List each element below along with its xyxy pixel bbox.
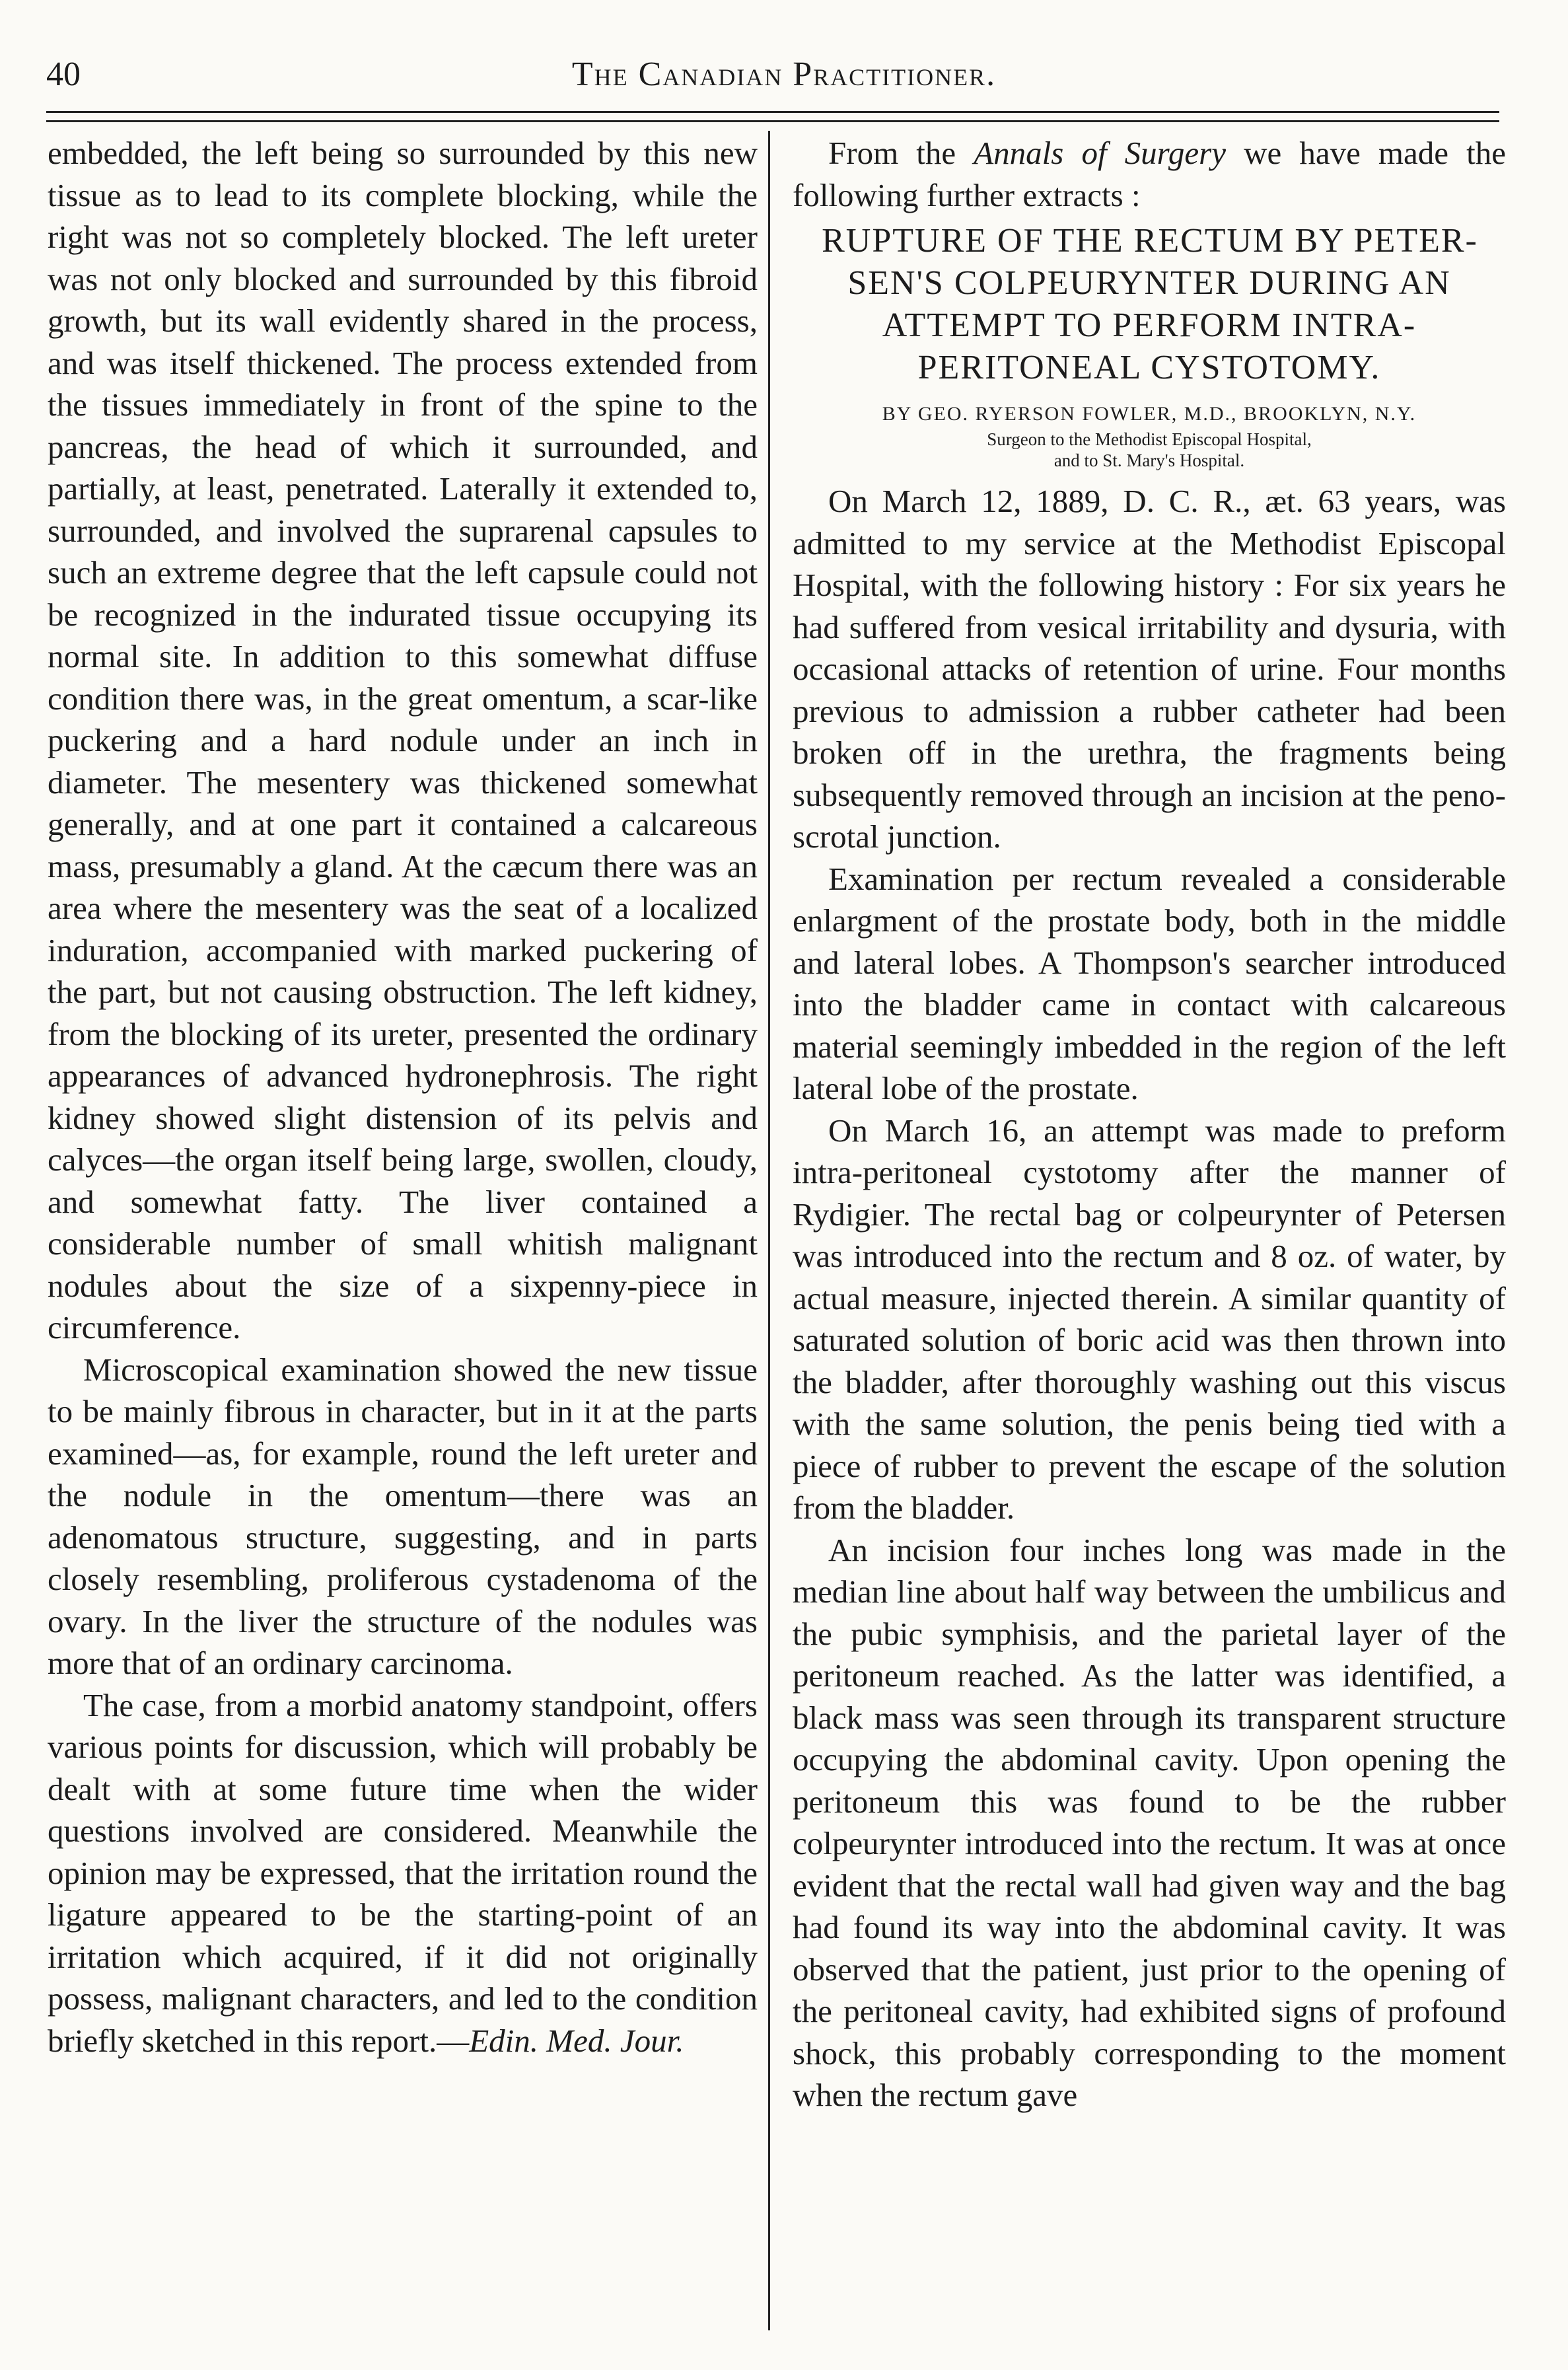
page-number: 40 [46,55,81,93]
right-paragraph-1: On March 12, 1889, D. C. R., æt. 63 years, was admitted to my service at the Methodist Episcopal Hospital, with the following history : For six years he had suffered from vesical irritability and dysuria, with occasional attacks of retention of urine. Four months previous to admission a rubber catheter had been broken off in the urethra, the fragments being subsequently removed through an incision at the peno-scrotal junction. [793,483,1506,855]
intro-before: From the [828,135,974,171]
intro-after: we have made the following further extracts : [793,135,1507,213]
right-paragraph-4: An incision four inches long was made in the median line about half way between the umbilicus and the pubic symphisis, and the parietal layer of the peritoneum reached. As the latter was identified, a black mass was seen through its transparent structure occupying the abdominal cavity. Upon opening the peritoneum this was found to be the rubber colpeurynter introduced into the rectum. It was at once evident that the rectal wall had given way and the bag had found its way into the abdominal cavity. It was observed that the patient, just prior to the opening of the peritoneal cavity, had exhibited signs of profound shock, this probably corresponding to the moment when the rectum gave [793,1531,1506,2113]
left-paragraph-2: Microscopical examination showed the new tissue to be mainly fibrous in character, but in it at the parts examined—as, for example, round the left ureter and the nodule in the omentum—there was an adenomatous structure, suggesting, and in parts closely resembling, proliferous cystadenoma of the ovary. In the liver the structure of the nodules was more that of an ordinary carcinoma. [48,1351,758,1681]
right-paragraph-2: Examination per rectum revealed a considerable enlargment of the prostate body, both in the middle and lateral lobes. A Thompson's searcher introduced into the bladder came in contact with calcareous material seemingly imbedded in the region of the left lateral lobe of the prostate. [793,860,1506,1106]
left-paragraph-3-text: The case, from a morbid anatomy standpoint, offers various points for discussion, which will probably be dealt with at some future time when the wider questions involved are considered. Meanwhile the opinion may be expressed, that the irritation round the ligature appeared to be the starting-point of an irritation which acquired, if it did not originally possess, malignant characters, and led to the condition briefly sketched in this report.— [48,1686,758,2059]
affiliation [793,429,1506,471]
left-column [48,132,758,2062]
left-paragraph-1: embedded, the left being so surrounded by this new tissue as to lead to its complete blocking, while the right was not so completely blocked. The left ureter was not only blocked and surrounded by this fibroid growth, but its wall evidently shared in the process, and was itself thickened. The process extended from the tissues immediately in front of the spine to the pancreas, the head of which it surrounded, and partially, at least, penetrated. Laterally it extended to, surrounded, and involved the suprarenal capsules to such an extreme degree that the left capsule could not be recognized in the indurated tissue occupying its normal site. In addition to this somewhat diffuse condition there was, in the great omentum, a scar-like puckering and a hard nodule under an inch in diameter. The mesentery was thickened somewhat generally, and at one part it contained a calcareous mass, presumably a gland. At the cæcum there was an area where the mesentery was the seat of a localized induration, accompanied with marked puckering of the part, but not causing obstruction. The left kidney, from the blocking of its ureter, presented the ordinary appearances of advanced hydronephrosis. The right kidney showed slight distension of its pelvis and calyces—the organ itself being large, swollen, cloudy, and somewhat fatty. The liver contained a considerable number of small whitish malignant nodules about the size of a sixpenny-piece in circumference. [48,135,758,1346]
column-divider [768,131,770,2330]
article-title: RUPTURE OF THE RECTUM BY PETERSEN'S COLPEURYNTER DURING AN ATTEMPT TO PERFORM INTRA-PERITONEAL CYSTOTOMY. [822,222,1477,386]
header-rule-bottom [46,120,1499,122]
left-paragraph-3 [48,1684,758,2062]
byline: BY GEO. RYERSON FOWLER, M.D., BROOKLYN, N.Y. [882,403,1417,425]
header-rule-top [46,111,1499,113]
intro-paragraph [793,132,1506,216]
affiliation-line-2: and to St. Mary's Hospital. [1053,450,1245,470]
intro-journal: Annals of Surgery [974,135,1226,171]
running-head: The Canadian Practitioner. [571,55,997,93]
right-paragraph-3: On March 16, an attempt was made to preform intra-peritoneal cystotomy after the manner of Rydigier. The rectal bag or colpeurynter of Petersen was introduced into the rectum and 8 oz. of water, by actual measure, injected therein. A similar quantity of saturated solution of boric acid was then thrown into the bladder, after thoroughly washing out this viscus with the same solution, the penis being tied with a piece of rubber to prevent the escape of the solution from the bladder. [793,1112,1506,1526]
affiliation-line-1: Surgeon to the Methodist Episcopal Hospital, [987,429,1312,449]
right-column [793,132,1506,2116]
source-citation: Edin. Med. Jour. [469,2022,684,2059]
